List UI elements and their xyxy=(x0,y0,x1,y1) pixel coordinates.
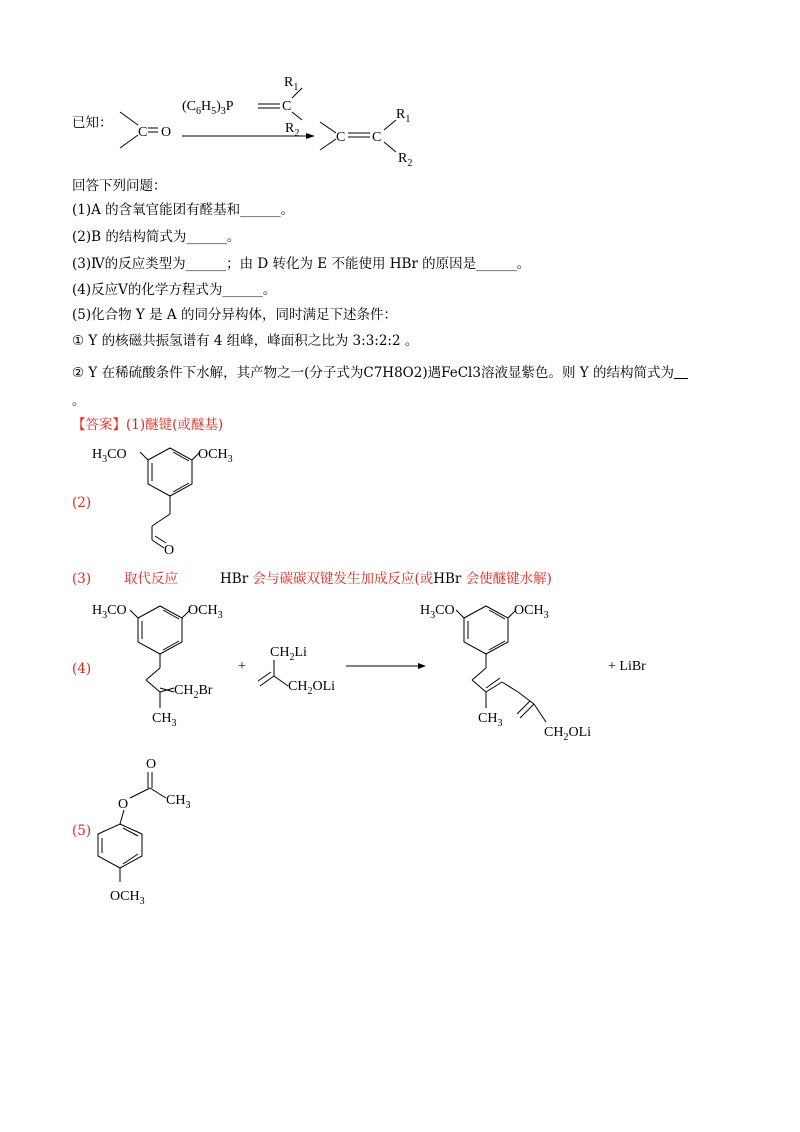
questions-intro: 回答下列问题： xyxy=(72,178,167,194)
svg-text:R1: $R_1$ xyxy=(396,107,411,125)
answer-3-label: (3) xyxy=(72,571,92,587)
answer-2-label: (2) xyxy=(72,495,92,511)
svg-text:CH2Br: $CH_2Br$ xyxy=(174,683,213,701)
answer-4-label: (4) xyxy=(72,661,92,677)
answer-4-equation xyxy=(88,594,688,744)
wittig-reaction-diagram xyxy=(110,70,440,180)
svg-text:OCH3: $OCH_3$ xyxy=(188,603,223,621)
svg-text:CH3: $CH_3$ xyxy=(152,711,177,729)
svg-text:OCH3: $OCH_3$ xyxy=(198,447,233,465)
wittig-reagent: $(C_6H_5)_3P$ xyxy=(182,99,234,117)
svg-text:C: C xyxy=(336,130,346,145)
condition-2: ② Y 在稀硫酸条件下水解，其产物之一(分子式为C7H8O2)遇FeCl3溶液显紫色。则 Y 的结构简式为 xyxy=(72,364,688,382)
svg-text:O: O xyxy=(118,797,129,812)
plus-sign: + xyxy=(238,659,246,674)
answer-3-type: 取代反应 xyxy=(124,571,178,587)
svg-text:C: C xyxy=(138,125,148,140)
libr-product: + LiBr xyxy=(608,659,646,674)
answer-header: 【答案】(1)醚键(或醚基) xyxy=(72,417,224,433)
answer-5-structure xyxy=(90,752,220,912)
condition-2-end: 。 xyxy=(72,393,86,409)
question-4: (4)反应Ⅴ的化学方程式为______。 xyxy=(72,282,277,298)
svg-text:C: C xyxy=(282,99,292,114)
svg-text:CH3: $CH_3$ xyxy=(166,793,191,811)
svg-text:OCH3: $OCH_3$ xyxy=(514,603,549,621)
svg-text:O: O xyxy=(164,543,175,558)
svg-text:CH2Li: $CH_2Li$ xyxy=(270,645,307,663)
question-5: (5)化合物 Y 是 A 的同分异构体，同时满足下述条件： xyxy=(72,307,397,323)
svg-text:R2: $R_2$ xyxy=(285,121,300,139)
svg-text:O: O xyxy=(161,125,172,140)
svg-text:OCH3: $OCH_3$ xyxy=(110,889,145,907)
svg-text:H3CO: $H_3CO$ xyxy=(92,603,127,621)
cond2-formula: C7H8O2 xyxy=(363,365,423,381)
answer-2-structure xyxy=(88,436,258,562)
condition-1: ① Y 的核磁共振氢谱有 4 组峰，峰面积之比为 3:3:2:2 。 xyxy=(72,333,419,349)
question-2: (2)B 的结构简式为______。 xyxy=(72,229,241,245)
cond2-reagent: FeCl3 xyxy=(441,365,481,381)
svg-text:CH3: $CH_3$ xyxy=(478,711,503,729)
svg-text:R1: $R_1$ xyxy=(284,75,299,93)
svg-text:O: O xyxy=(146,757,157,772)
svg-text:H3CO: $H_3CO$ xyxy=(92,447,127,465)
question-3: (3)Ⅳ的反应类型为______；由 D 转化为 E 不能使用 HBr 的原因是______。 xyxy=(72,256,531,272)
svg-text:H3CO: $H_3CO$ xyxy=(420,603,455,621)
svg-text:C: C xyxy=(372,130,382,145)
answer-3-reason: HBr 会与碳碳双键发生加成反应(或HBr 会使醚键水解) xyxy=(220,571,552,587)
svg-text:R2: $R_2$ xyxy=(398,151,413,169)
svg-text:CH2OLi: $CH_2OLi$ xyxy=(544,725,592,743)
known-label: 已知： xyxy=(72,115,113,131)
svg-text:CH2OLi: $CH_2OLi$ xyxy=(288,679,336,697)
question-1: (1)A 的含氧官能团有醛基和______。 xyxy=(72,202,295,218)
answer-5-label: (5) xyxy=(72,823,92,839)
